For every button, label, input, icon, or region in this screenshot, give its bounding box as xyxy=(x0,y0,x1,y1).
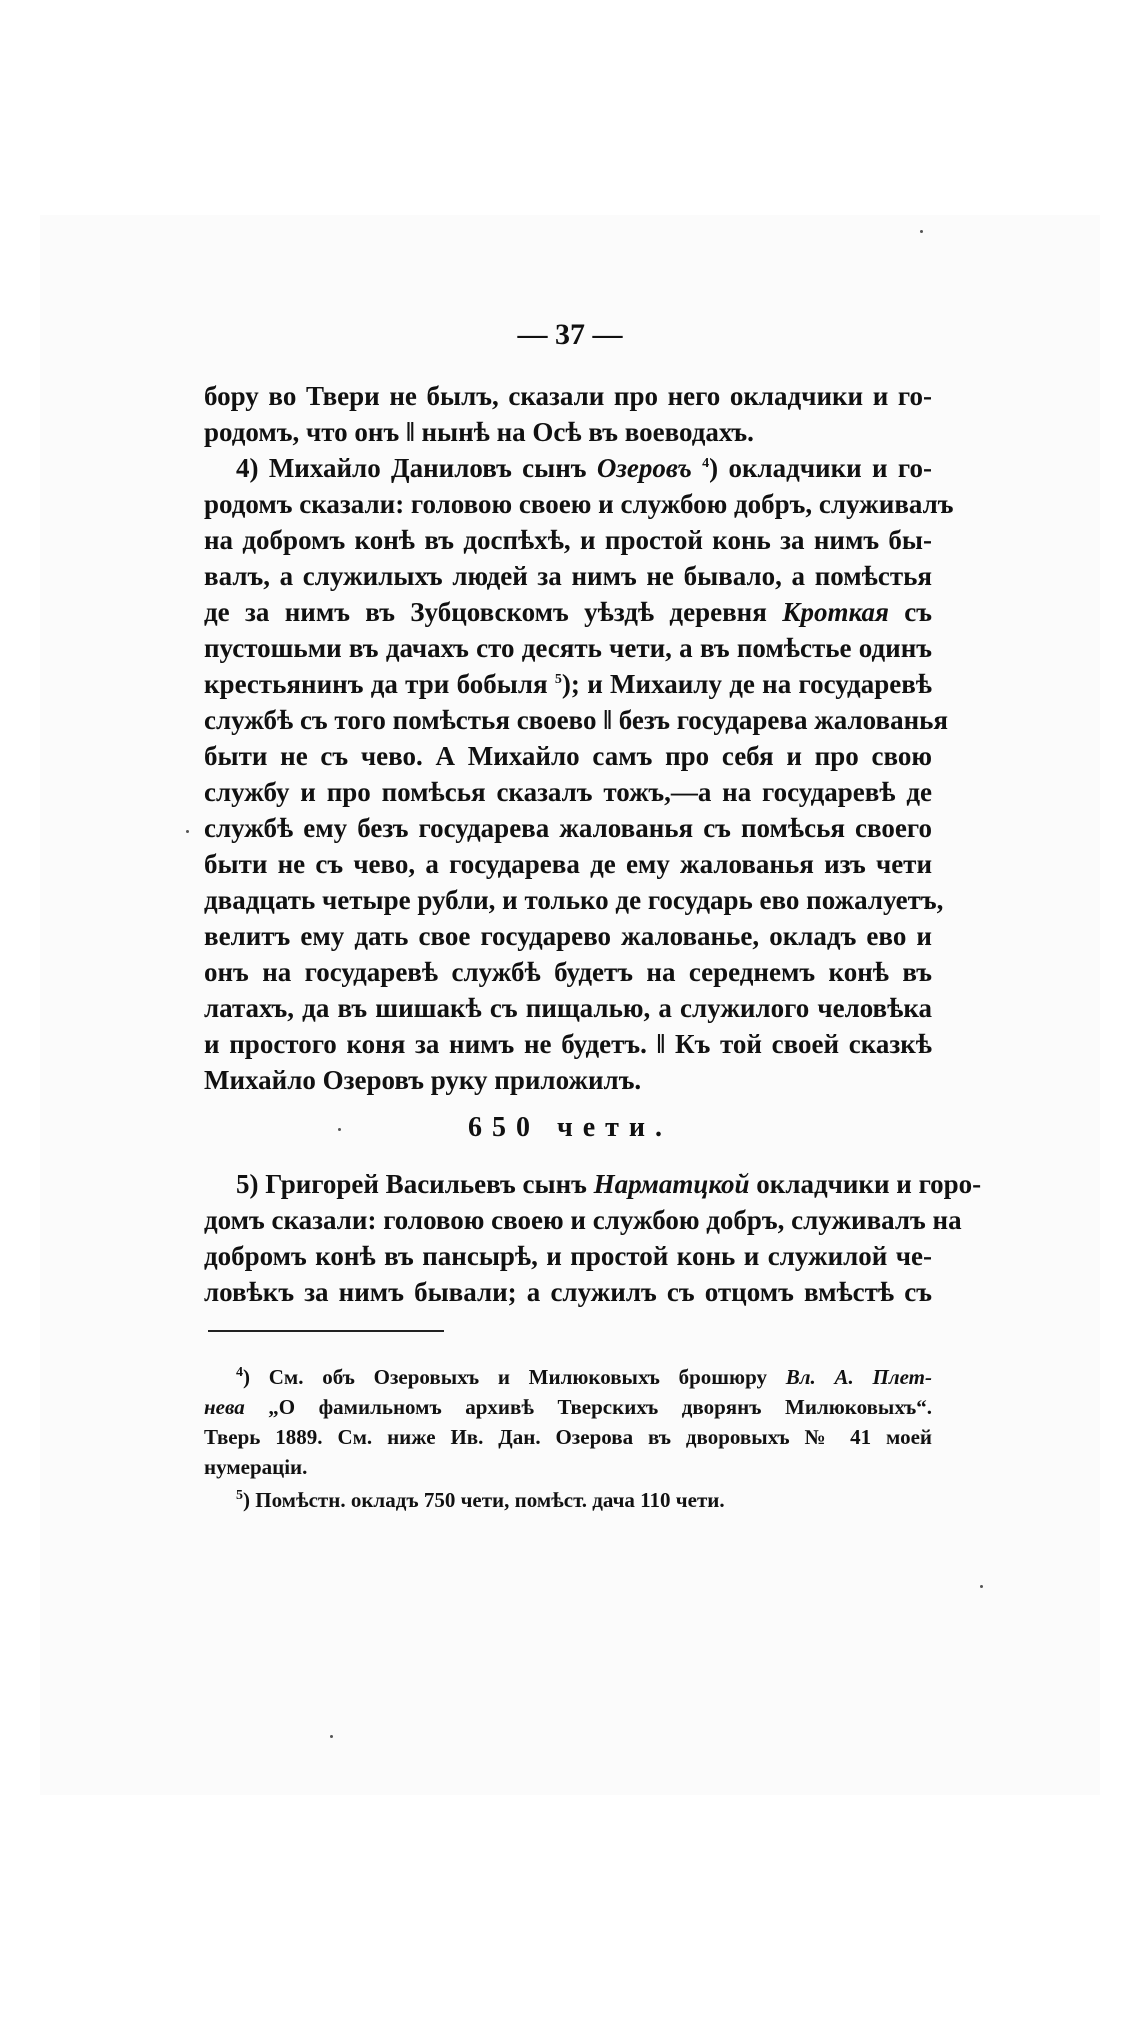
scan-speck xyxy=(338,1128,341,1131)
text-line: родомъ сказали: головою своею и службою добръ, служивалъ xyxy=(204,489,954,519)
page-number: — 37 — xyxy=(517,318,623,351)
text-line: Михайло Озеровъ руку приложилъ. xyxy=(204,1065,642,1095)
footnote-line: $^4$) См. объ Озеровыхъ и Милюковыхъ брошюру Вл. А. Плет- xyxy=(236,1365,933,1389)
text-line: домъ сказали: головою своею и службою добръ, служивалъ на xyxy=(204,1205,962,1235)
text-line: и простого коня за нимъ не будетъ. ‖ Къ той своей сказкѣ xyxy=(204,1029,932,1059)
text-line: бору во Твери не былъ, сказали про него окладчики и го- xyxy=(204,381,932,411)
footnote-line: Тверь 1889. См. ниже Ив. Дан. Озерова въ дворовыхъ № 41 моей xyxy=(204,1425,932,1449)
text-line: быти не съ чево, а государева де ему жалованья изъ чети xyxy=(204,849,932,879)
footnote-line: $^5$) Помѣстн. окладъ 750 чети, помѣст. дача 110 чети. xyxy=(236,1488,725,1512)
text-line: родомъ, что онъ ‖ нынѣ на Осѣ въ воеводахъ. xyxy=(204,417,754,447)
text-line: быти не съ чево. А Михайло самъ про себя и про свою xyxy=(204,741,932,771)
footnote-line: нева „О фамильномъ архивѣ Тверскихъ дворянъ Милюковыхъ“. xyxy=(204,1395,933,1419)
text-line: латахъ, да въ шишакѣ съ пищалью, а служилого человѣка xyxy=(204,993,932,1023)
footnote-line: нумераціи. xyxy=(204,1455,308,1479)
text-line: велитъ ему дать свое государево жалованье, окладъ ево и xyxy=(204,921,932,951)
text-line: крестьянинъ да три бобыля $^5$); и Михаилу де на государевѣ xyxy=(204,669,932,699)
text-line: пустошьми въ дачахъ сто десять чети, а въ помѣстье одинъ xyxy=(204,633,932,663)
scan-speck xyxy=(186,830,189,833)
section-title: 650 чети. xyxy=(467,1112,673,1143)
text-line: ловѣкъ за нимъ бывали; а служилъ съ отцомъ вмѣстѣ съ xyxy=(204,1277,932,1307)
footnote-ref: 4 xyxy=(702,456,710,471)
scan-speck xyxy=(330,1735,333,1738)
text-line: службѣ ему безъ государева жалованья съ помѣсья своего xyxy=(204,813,932,843)
text-line: онъ на государевѣ службѣ будетъ на середнемъ конѣ въ xyxy=(204,957,932,987)
scan-speck xyxy=(980,1585,983,1588)
text-line: добромъ конѣ въ пансырѣ, и простой конь и служилой че- xyxy=(204,1241,932,1271)
text-line: службу и про помѣсья сказалъ тожъ,—а на государевѣ де xyxy=(204,777,932,807)
village-krotkaya: Кроткая xyxy=(782,597,889,627)
text-line: 5) Григорей Васильевъ сынъ Нарматцкой окладчики и горо- xyxy=(236,1169,982,1199)
footnote-ref: 5 xyxy=(554,672,562,687)
text-line: на добромъ конѣ въ доспѣхѣ, и простой конь за нимъ бы- xyxy=(204,525,932,555)
scan-speck xyxy=(920,230,923,233)
footnote-divider xyxy=(208,1330,444,1332)
text-line: службѣ съ того помѣстья своево ‖ безъ государева жалованья xyxy=(204,705,949,735)
text-line: 4) Михайло Даниловъ сынъ Озеровъ $^4$) окладчики и го- xyxy=(236,453,933,483)
text-line: двадцать четыре рубли, и только де государь ево пожалуетъ, xyxy=(204,885,944,915)
surname-ozerov: Озеровъ xyxy=(596,453,692,483)
text-line: де за нимъ въ Зубцовскомъ уѣздѣ деревня Кроткая съ xyxy=(204,597,933,627)
surname-narmatskoy: Нарматцкой xyxy=(593,1169,750,1199)
text-line: валъ, а служилыхъ людей за нимъ не бывало, а помѣстья xyxy=(204,561,932,591)
